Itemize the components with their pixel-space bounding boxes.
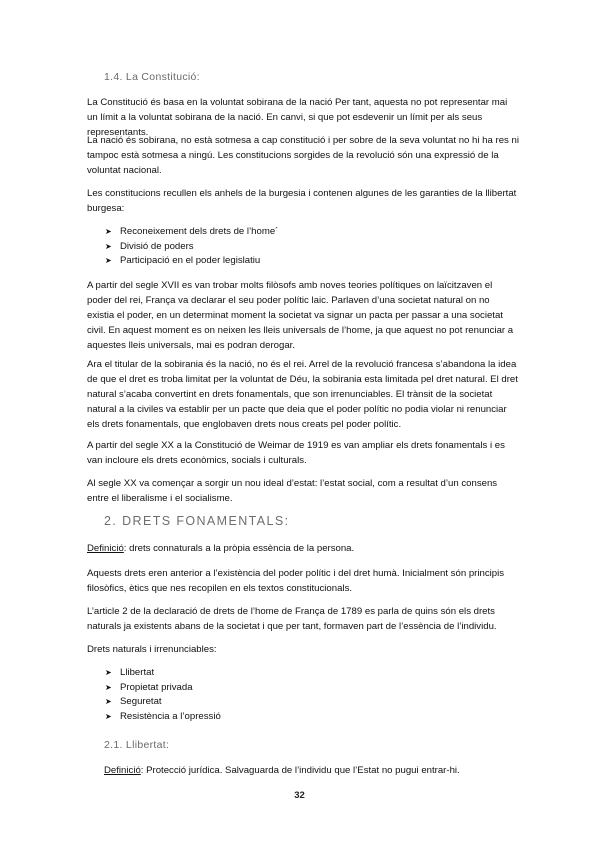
paragraph-8: Aquests drets eren anterior a l’existència del poder polític i del dret humà. Inicialment són principis filosòfics, ètics que nes recopilen en els textos constitucionals. [87, 568, 505, 594]
list-item: ➤ Seguretat [87, 695, 519, 710]
list-item: ➤ Divisió de poders [87, 240, 519, 255]
definition-label: Definició [104, 765, 141, 776]
list-item: ➤ Reconeixement dels drets de l’home´ [87, 225, 519, 240]
right-arrowhead-icon: ➤ [105, 682, 112, 692]
list-item: ➤ Resistència a l’opressió [87, 710, 519, 725]
page-number: 32 [294, 790, 305, 801]
list-item: ➤ Participació en el poder legislatiu [87, 254, 519, 269]
guarantees-list [87, 225, 519, 269]
paragraph-9: L’article 2 de la declaració de drets de l’home de França de 1789 es parla de quins són els drets naturals ja existents abans de la societat i que per tant, formaven part de l’essència de l’individu. [87, 606, 497, 632]
paragraph-4: A partir del segle XVII es van trobar molts filòsofs amb noves teories polítiques on laïcitzaven el poder del rei, França va declarar el seu poder polític laic. Parlaven d’una societat natural on no existia el poder, en un determinat moment la societat va signar un pacta per passar a una societat civil. En aquest moment es on neixen les lleis universals de l’home, ja que aquest no pot renunciar a aquestes lleis universals, mai es podran derogar. [87, 280, 514, 351]
paragraph-2: La nació és sobirana, no està sotmesa a cap constitució i per sobre de la seva voluntat no hi ha res ni tampoc està sotmesa a ningú. Les constitucions sorgides de la revolució són una expressió de la voluntat nacional. [87, 135, 519, 176]
right-arrowhead-icon: ➤ [105, 668, 112, 677]
paragraph-3: Les constitucions recullen els anhels de la burgesia i contenen algunes de les garanties de la llibertat burgesa: [87, 188, 517, 214]
paragraph-6: A partir del segle XX a la Constitució de Weimar de 1919 es van ampliar els drets fonamentals i es van incloure els drets econòmics, socials i culturals. [87, 440, 505, 466]
right-arrowhead-icon: ➤ [105, 711, 112, 721]
section-2-1-heading: 2.1. Llibertat: [104, 739, 170, 751]
definition-2 [104, 763, 524, 778]
right-arrowhead-icon: ➤ [105, 227, 112, 236]
paragraph-7: Al segle XX va començar a sorgir un nou ideal d’estat: l’estat social, com a resultat d’un consens entre el liberalisme i el socialisme. [87, 478, 498, 504]
paragraph-5: Ara el titular de la sobirania és la nació, no és el rei. Arrel de la revolució francesa s’abandona la idea de que el dret es troba limitat per la voluntat de Déu, la sobirania esta limitada pel dret natural. El dret natural s’acaba convertint en drets fonamentals, que son irrenunciables. El trànsit de la societat natural a la civiles va establir per un pacte que deia que el poder polític no podia violar ni renunciar els drets fonamentals, que englobaven drets nous creats pel poder polític. [87, 359, 518, 430]
section-1-4-heading: 1.4. La Constitució: [104, 71, 200, 83]
natural-rights-list [87, 666, 519, 724]
right-arrowhead-icon: ➤ [105, 256, 112, 265]
list-item: ➤ Propietat privada [87, 681, 519, 696]
paragraph-10: Drets naturals i irrenunciables: [87, 644, 217, 655]
section-2-heading: 2. DRETS FONAMENTALS: [104, 514, 290, 528]
definition-1 [87, 541, 519, 556]
paragraph-1: La Constitució és basa en la voluntat sobirana de la nació Per tant, aquesta no pot representar mai un límit a la voluntat sobirana de la nació. En canvi, si que pot esdevenir un límit per als seus representants. [87, 97, 508, 138]
list-item: ➤ Llibertat [87, 666, 519, 681]
right-arrowhead-icon: ➤ [105, 241, 112, 251]
definition-text: : drets connaturals a la pròpia essència de la persona. [123, 543, 355, 554]
right-arrowhead-icon: ➤ [105, 697, 112, 706]
definition-text: : Protecció jurídica. Salvaguarda de l’individu que l’Estat no pugui entrar-hi. [140, 765, 460, 776]
definition-label: Definició [87, 543, 124, 554]
